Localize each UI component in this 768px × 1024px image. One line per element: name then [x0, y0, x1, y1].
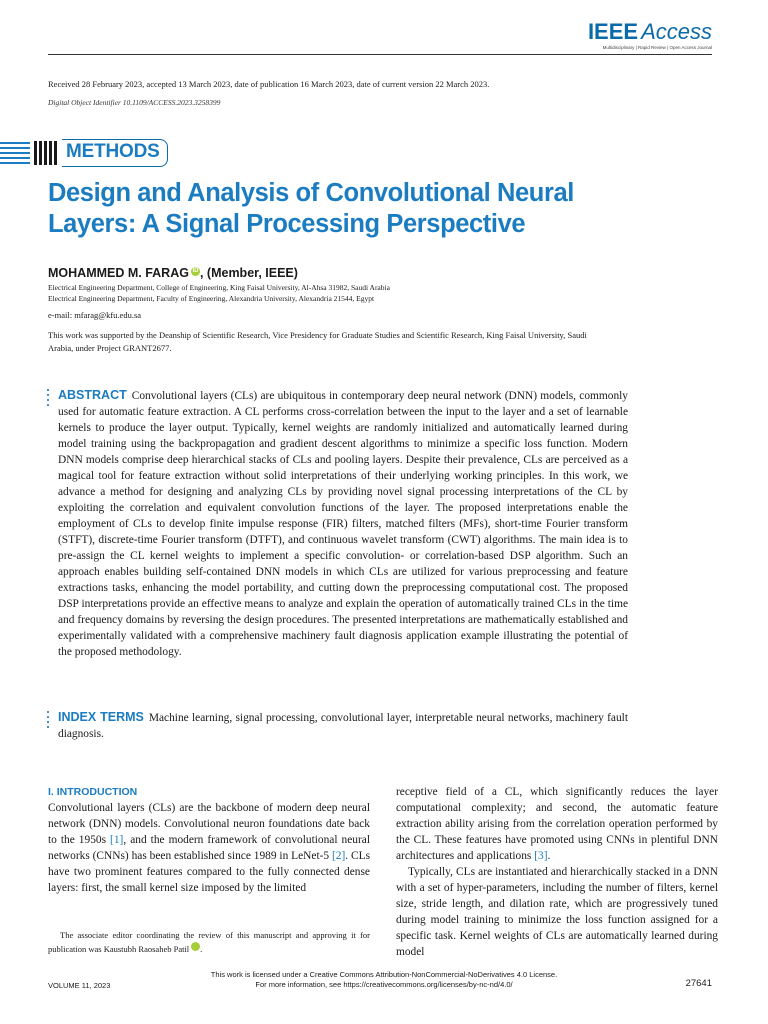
author-membership: , (Member, IEEE) [199, 266, 298, 280]
index-terms-text: Machine learning, signal processing, convolutional layer, interpretable neural networks, machinery fault diagnosis. [58, 712, 628, 740]
intro-right-column [396, 784, 718, 960]
orcid-icon[interactable]: iD [192, 268, 199, 274]
citation-3-link[interactable]: [3] [534, 850, 548, 862]
index-terms [58, 709, 628, 742]
logo-tagline: Multidisciplinary | Rapid Review | Open Access Journal [602, 45, 712, 50]
author-name: MOHAMMED M. FARAG [48, 266, 189, 280]
intro-paragraph-1-continued: receptive field of a CL, which significantly reduces the layer computational complexity; and second, the automatic feature extraction ability arising from the correlation operation performed by the CL. These features have promoted using CNNs in plentiful DNN architectures and applications [3]. [396, 786, 718, 862]
page-number: 27641 [685, 978, 712, 989]
intro-paragraph-1: Convolutional layers (CLs) are the backbone of modern deep neural network (DNN) models. Convolutional neuron foundations date back to the 1950s [1], and the modern framework of convolutional neural networks (CNNs) has been established since 1989 in LeNet-5 [2]. CLs have two prominent features compared to the fully connected dense layers: first, the small kernel size imposed by the limited [48, 802, 371, 894]
volume-label: VOLUME 11, 2023 [48, 981, 111, 990]
funding-note: This work was supported by the Deanship of Scientific Research, Vice Presidency for Graduate Studies and Scientific Research, King Faisal University, Saudi Arabia, under Project GRANT2677. [48, 330, 587, 353]
abstract-dots-icon [47, 389, 50, 409]
license-notice [0, 970, 768, 990]
abstract-label: ABSTRACT [58, 388, 127, 402]
author-email[interactable]: e-mail: mfarag@kfu.edu.sa [48, 310, 142, 320]
logo-wordmark: IEEE Access [587, 19, 712, 44]
citation-2-link[interactable]: [2] [332, 850, 346, 862]
doi-line[interactable]: Digital Object Identifier 10.1109/ACCESS.2023.3258399 [48, 98, 221, 107]
ieee-access-logo [588, 20, 712, 50]
section-badge: METHODS [66, 141, 160, 162]
affiliation-2: Electrical Engineering Department, Faculty of Engineering, Alexandria University, Alexandria 21544, Egypt [48, 294, 375, 303]
affiliation-1: Electrical Engineering Department, College of Engineering, King Faisal University, Al-Ahsa 31982, Saudi Arabia [48, 283, 390, 292]
paper-title: Design and Analysis of Convolutional Neural Layers: A Signal Processing Perspective [48, 179, 574, 238]
index-terms-label: INDEX TERMS [58, 710, 144, 724]
abstract-text: Convolutional layers (CLs) are ubiquitous in contemporary deep neural network (DNN) models, commonly used for automatic feature extraction. A CL performs cross-correlation between the input to the layer and a set of learnable kernels to produce the layer output. Typically, kernel weights are randomly initialized and automatically learned during model training using the backpropagation and gradient descent algorithms to minimize a specific loss function. Modern DNN models comprise deep hierarchical stacks of CLs and pooling layers. Despite their prevalence, CLs are perceived as a magical tool for feature extraction without solid interpretations of their underlying working principles. In this work, we advance a method for designing and analyzing CLs by providing novel signal processing interpretations of the CL by exploiting the correlation and equivalent convolution functions of the layer. The proposed interpretations enable the employment of CLs to develop finite impulse response (FIR) filters, matched filters (MFs), short-time Fourier transform (STFT), discrete-time Fourier transform (DTFT), and continuous wavelet transform (CWT) algorithms. The main idea is to pre-assign the CL kernel weights to implement a specific convolution- or correlation-based DSP algorithm. Such an approach enables building self-contained DNN models in which CLs are utilized for various preprocessing and feature extractions tasks, enhancing the model portability, and cutting down the preprocessing computational cost. The proposed DSP interpretations provide an effective means to analyze and explain the operation of automatically trained CLs in the time and frequency domains by reversing the design procedures. The presented interpretations are mathematically established and experimentally validated with a comprehensive machinery fault diagnosis application example illustrating the potential of the proposed methodology. [58, 390, 628, 658]
received-dates: Received 28 February 2023, accepted 13 March 2023, date of publication 16 March 2023, date of current version 22 March 2023. [48, 79, 490, 89]
intro-paragraph-2: Typically, CLs are instantiated and hierarchically stacked in a DNN with a set of hyper-parameters, including the number of filters, kernel size, stride length, and dilation rate, which are progressively tuned during model training to minimize the loss function assigned for a specific task. Kernel weights of CLs are automatically learned during model [396, 866, 718, 958]
section-heading-introduction: I. INTRODUCTION [48, 786, 138, 798]
badge-stripes-icon [0, 139, 62, 167]
editor-footnote: The associate editor coordinating the review of this manuscript and approving it for publication was Kaustubh Raosaheb Patil iD. [48, 930, 370, 954]
editor-orcid-icon[interactable]: iD [191, 942, 200, 951]
license-line-2[interactable]: For more information, see https://creativecommons.org/licenses/by-nc-nd/4.0/ [255, 980, 513, 989]
license-line-1: This work is licensed under a Creative Commons Attribution-NonCommercial-NoDerivatives 4.0 License. [210, 970, 558, 979]
abstract [58, 387, 628, 660]
intro-left-column [48, 800, 370, 896]
header-divider [48, 54, 712, 55]
author-line [48, 266, 298, 280]
index-terms-dots-icon [47, 711, 50, 731]
citation-1-link[interactable]: [1] [110, 834, 124, 846]
